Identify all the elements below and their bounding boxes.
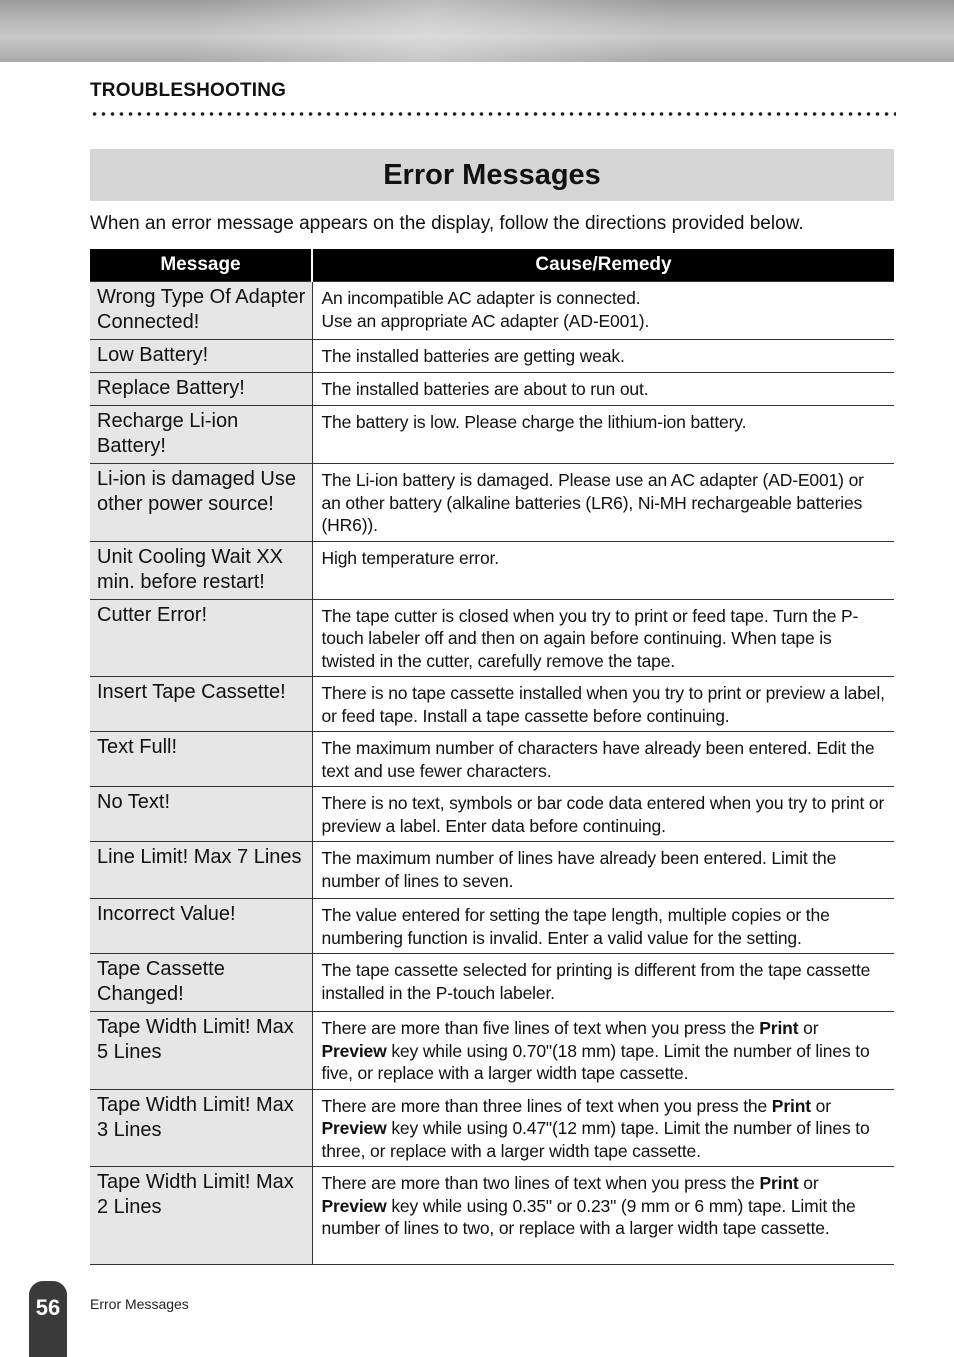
table-row — [90, 340, 894, 373]
remedy-cell: High temperature error. — [312, 541, 894, 599]
table-row — [90, 954, 894, 1012]
remedy-cell: The tape cassette selected for printing is different from the tape cassette installed in the P-touch labeler. — [312, 954, 894, 1012]
message-cell: No Text! — [90, 787, 312, 842]
remedy-cell: The tape cutter is closed when you try to print or feed tape. Turn the P-touch labeler off and then on again before continuing. When tape is twisted in the cutter, carefully remove the tape. — [312, 599, 894, 677]
remedy-cell: The maximum number of characters have already been entered. Edit the text and use fewer characters. — [312, 732, 894, 787]
table-row — [90, 899, 894, 954]
page-title: Error Messages — [383, 158, 601, 191]
message-cell: Li-ion is damaged Use other power source! — [90, 464, 312, 542]
remedy-text: key while using 0.47"(12 mm) tape. Limit the number of lines to three, or replace with a larger width tape cassette. — [321, 1118, 870, 1161]
remedy-cell: The installed batteries are getting weak. — [312, 340, 894, 373]
header-band — [0, 0, 954, 62]
message-cell: Low Battery! — [90, 340, 312, 373]
table-row — [90, 677, 894, 732]
message-cell: Replace Battery! — [90, 373, 312, 406]
message-cell: Tape Width Limit! Max 5 Lines — [90, 1012, 312, 1090]
print-key-label: Print — [771, 1095, 811, 1116]
message-cell: Line Limit! Max 7 Lines — [90, 842, 312, 899]
message-cell: Incorrect Value! — [90, 899, 312, 954]
message-cell: Tape Width Limit! Max 2 Lines — [90, 1167, 312, 1265]
column-header-message: Message — [90, 249, 312, 282]
remedy-cell: There is no text, symbols or bar code data entered when you try to print or preview a label. Enter data before continuing. — [312, 787, 894, 842]
page-number: 56 — [35, 1295, 61, 1320]
remedy-text: or — [810, 1095, 831, 1116]
table-row — [90, 541, 894, 599]
remedy-text: There are more than two lines of text when you press the — [321, 1173, 760, 1193]
print-key-label: Print — [759, 1173, 799, 1193]
remedy-text: or — [798, 1018, 819, 1038]
section-label: TROUBLESHOOTING — [90, 80, 287, 101]
column-header-remedy: Cause/Remedy — [312, 249, 894, 282]
table-row — [90, 1012, 894, 1090]
table-row — [90, 464, 894, 542]
remedy-cell — [312, 1089, 894, 1167]
message-cell: Unit Cooling Wait XX min. before restart! — [90, 541, 312, 599]
table-row — [90, 842, 894, 899]
message-cell: Tape Cassette Changed! — [90, 954, 312, 1012]
message-cell: Text Full! — [90, 732, 312, 787]
message-cell: Cutter Error! — [90, 599, 312, 677]
message-cell: Tape Width Limit! Max 3 Lines — [90, 1089, 312, 1167]
footer-section-label: Error Messages — [90, 1296, 189, 1312]
remedy-cell — [312, 1012, 894, 1090]
preview-key-label: Preview — [321, 1118, 387, 1138]
title-bar — [90, 149, 894, 201]
dotted-divider — [90, 110, 896, 118]
error-table — [90, 249, 894, 1265]
remedy-cell: The maximum number of lines have already been entered. Limit the number of lines to seven. — [312, 842, 894, 899]
table-row — [90, 406, 894, 464]
remedy-text: There are more than five lines of text when you press the — [321, 1018, 760, 1038]
table-row — [90, 282, 894, 340]
remedy-text: There are more than three lines of text when you press the — [321, 1095, 772, 1116]
remedy-cell: The installed batteries are about to run out. — [312, 373, 894, 406]
page-number-tab — [29, 1281, 67, 1357]
message-cell: Wrong Type Of Adapter Connected! — [90, 282, 312, 340]
remedy-cell: An incompatible AC adapter is connected. Use an appropriate AC adapter (AD-E001). — [312, 282, 894, 340]
remedy-cell: The battery is low. Please charge the lithium-ion battery. — [312, 406, 894, 464]
table-row — [90, 1089, 894, 1167]
message-cell: Recharge Li-ion Battery! — [90, 406, 312, 464]
print-key-label: Print — [759, 1018, 799, 1038]
preview-key-label: Preview — [321, 1195, 387, 1216]
header-band-shine — [0, 0, 954, 62]
table-row — [90, 787, 894, 842]
remedy-cell: The value entered for setting the tape length, multiple copies or the numbering function is invalid. Enter a valid value for the setting. — [312, 899, 894, 954]
table-row — [90, 373, 894, 406]
message-cell: Insert Tape Cassette! — [90, 677, 312, 732]
remedy-cell: There is no tape cassette installed when you try to print or preview a label, or feed tape. Install a tape cassette before continuing. — [312, 677, 894, 732]
remedy-cell — [312, 1167, 894, 1265]
table-row — [90, 599, 894, 677]
intro-text: When an error message appears on the display, follow the directions provided below. — [90, 213, 804, 234]
remedy-text: key while using 0.35" or 0.23" (9 mm or 6 mm) tape. Limit the number of lines to two, or replace with a larger width tape cassette. — [321, 1195, 856, 1238]
remedy-text: or — [798, 1173, 819, 1193]
table-header-row — [90, 249, 894, 282]
table-row — [90, 1167, 894, 1265]
remedy-cell: The Li-ion battery is damaged. Please use an AC adapter (AD-E001) or an other battery (alkaline batteries (LR6), Ni-MH rechargeable batteries (HR6)). — [312, 464, 894, 542]
preview-key-label: Preview — [321, 1040, 387, 1061]
remedy-text: key while using 0.70"(18 mm) tape. Limit the number of lines to five, or replace with a larger width tape cassette. — [321, 1040, 870, 1083]
table-row — [90, 732, 894, 787]
